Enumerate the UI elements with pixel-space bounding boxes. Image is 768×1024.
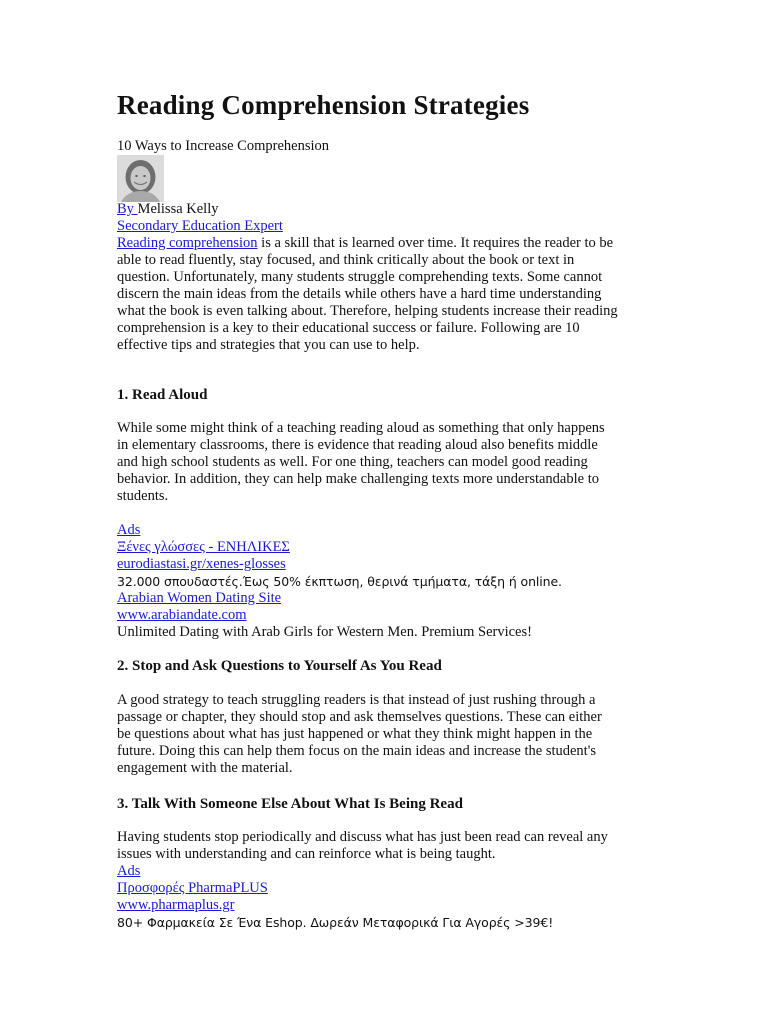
article-subtitle: 10 Ways to Increase Comprehension <box>117 138 329 154</box>
section-heading-2: 2. Stop and Ask Questions to Yourself As You Read <box>117 658 442 674</box>
section-2-paragraph <box>117 692 662 777</box>
intro-line: question. Unfortunately, many students struggle comprehending texts. Some cannot <box>117 269 603 285</box>
ad-url-link[interactable]: www.pharmaplus.gr <box>117 897 235 913</box>
section-line: passage or chapter, they should stop and ask themselves questions. These can either <box>117 709 602 725</box>
section-line: be questions about what has just happened or what they think might happen in the <box>117 726 593 742</box>
ads-label-link[interactable]: Ads <box>117 522 141 538</box>
ad-description: 80+ Φαρμακεία Σε Ένα Eshop. Δωρεάν Μεταφορικά Για Αγορές >39€! <box>117 915 554 930</box>
intro-line: able to read fluently, stay focused, and think critically about the book or text in <box>117 252 575 268</box>
ad-url-link[interactable]: www.arabiandate.com <box>117 607 247 623</box>
author-avatar[interactable] <box>117 155 164 202</box>
ad-title-link[interactable]: Arabian Women Dating Site <box>117 590 282 606</box>
byline-author-line <box>117 201 662 218</box>
reading-comprehension-link[interactable]: Reading comprehension <box>117 235 258 251</box>
intro-line: what the book is even talking about. Therefore, helping students increase their reading <box>117 303 618 319</box>
section-line: future. Doing this can help them focus on the main ideas and increase the student's <box>117 743 596 759</box>
section-line: issues with understanding and can reinforce what is being taught. <box>117 846 496 862</box>
ad-description: 32.000 σπουδαστές.Έως 50% έκπτωση, θερινά τμήματα, τάξη ή online. <box>117 574 562 589</box>
section-line: and high school students as well. For one thing, teachers can model good reading <box>117 454 588 470</box>
section-line: behavior. In addition, they can help make challenging texts more understandable to <box>117 471 599 487</box>
section-line: engagement with the material. <box>117 760 293 776</box>
byline <box>117 201 662 235</box>
intro-line: comprehension is a key to their educational success or failure. Following are 10 <box>117 320 580 336</box>
author-photo-icon <box>117 155 164 202</box>
section-line: A good strategy to teach struggling readers is that instead of just rushing through a <box>117 692 596 708</box>
intro-line-text: is a skill that is learned over time. It requires the reader to be <box>257 235 614 251</box>
section-line: While some might think of a teaching reading aloud as something that only happens <box>117 420 605 436</box>
section-line: students. <box>117 488 169 504</box>
byline-title-line <box>117 218 662 235</box>
section-3-paragraph <box>117 829 662 863</box>
section-1-paragraph <box>117 420 662 505</box>
ads-label-link[interactable]: Ads <box>117 863 141 879</box>
by-link[interactable]: By <box>117 201 138 217</box>
author-title-link[interactable]: Secondary Education Expert <box>117 218 283 234</box>
ad-title-link[interactable]: Ξένες γλώσσες - ΕΝΗΛΙΚΕΣ <box>117 539 290 555</box>
intro-line <box>117 235 662 252</box>
section-line: in elementary classrooms, there is evidence that reading aloud also benefits middle <box>117 437 598 453</box>
intro-paragraph <box>117 235 662 354</box>
article-title: Reading Comprehension Strategies <box>117 90 530 120</box>
section-line: Having students stop periodically and discuss what has just been read can reveal any <box>117 829 608 845</box>
ad-description: Unlimited Dating with Arab Girls for Western Men. Premium Services! <box>117 624 532 640</box>
ad-title-link[interactable]: Προσφορές PharmaPLUS <box>117 880 268 896</box>
ads-block-2 <box>117 863 662 931</box>
intro-line: effective tips and strategies that you can use to help. <box>117 337 420 353</box>
section-heading-1: 1. Read Aloud <box>117 387 208 403</box>
ads-block-1 <box>117 522 662 641</box>
author-name: Melissa Kelly <box>137 201 219 217</box>
section-heading-3: 3. Talk With Someone Else About What Is Being Read <box>117 796 463 812</box>
ad-url-link[interactable]: eurodiastasi.gr/xenes-glosses <box>117 556 286 572</box>
intro-line: discern the main ideas from the details while others have a hard time understanding <box>117 286 602 302</box>
